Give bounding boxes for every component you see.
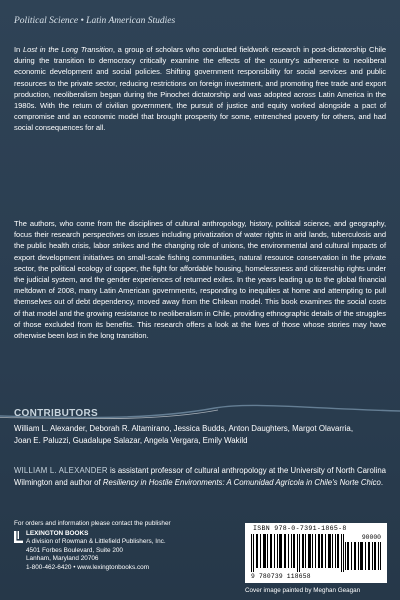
description-paragraph-2: The authors, who come from the disciplines of cultural anthropology, history, political science, and geography, focus their research perspectives on issues including privatization of water rights in arid lands, tuberculosis and the public health crisis, labor strikes and the changing role of unions, the environmental and cultural impacts of export development initiatives on small-scale fishing communities, natural resource conservation in the private sector, the political ecology of copper, the fight for affordable housing, homelessness and citizenship rights under the judicial system, and the gender experiences of returned exiles. In the years leading up to the global financial meltdown of 2008, many Latin American governments, responding to inequities at home and attempting to pull themselves out of debt dependency, moved away from the Chilean model. This book examines the social costs of that model and the growing resistance to neoliberalism in Chile, providing ethnographic details of the struggles of those excluded from its benefits. This research offers a look at the lives of those whose stories may have otherwise been lost in the long transition. <box>14 219 386 341</box>
contributors-line: Joan E. Paluzzi, Guadalupe Salazar, Angela Vergara, Emily Wakild <box>14 436 248 445</box>
author-bio-text: is assistant professor of cultural anthropology at the University of North Carolina Wilmington and author of <box>14 466 386 487</box>
publisher-division: A division of Rowman & Littlefield Publishers, Inc. <box>26 538 166 546</box>
ean-barcode-bars <box>251 534 347 572</box>
lexington-logo-icon <box>14 531 23 543</box>
barcode <box>245 523 387 583</box>
publisher-logo-row <box>14 530 214 547</box>
addon-barcode-bars <box>345 542 381 570</box>
book-title-inline: Lost in the Long Transition <box>22 45 113 54</box>
publisher-info <box>14 520 214 573</box>
price-code: 90000 <box>361 534 381 541</box>
contributors-list <box>14 423 386 447</box>
publisher-name: LEXINGTON BOOKS <box>26 529 89 537</box>
series-label: Political Science • Latin American Studies <box>14 16 176 26</box>
description-paragraph-1 <box>14 44 386 134</box>
isbn-label: ISBN 978-0-7391-1865-8 <box>253 525 347 532</box>
cover-image-credit: Cover image painted by Meghan Geagan <box>245 587 361 594</box>
contributors-heading: CONTRIBUTORS <box>14 408 98 419</box>
author-previous-book: Resiliency in Hostile Environments: A Comunidad Agrícola in Chile's Norte Chico <box>102 477 381 487</box>
publisher-address-1: 4501 Forbes Boulevard, Suite 200 <box>26 546 123 554</box>
author-bio-end: . <box>380 477 383 487</box>
p1-rest: , a group of scholars who conducted fieldwork research in post-dictatorship Chile during the transition to democracy critically examine the effects of the country's adherence to neoliberal economic development and social policies. Shifting government responsibility for social services and public resources to the private sector, reducing restrictions on foreign investment, and promoting free trade and export production, neoliberalism began during the Pinochet dictatorship and was adopted across Latin America in the 1980s. With the return of civilian government, the pursuit of justice and equity worked alongside a pact of compromise and an economic model that brought prosperity for some, entrenched poverty for others, and had social consequences for all. <box>14 45 387 133</box>
p1-start: In <box>14 45 23 54</box>
author-name: WILLIAM L. ALEXANDER <box>14 466 108 475</box>
publisher-address-2: Lanham, Maryland 20706 <box>26 555 99 563</box>
contributors-line: William L. Alexander, Deborah R. Altamirano, Jessica Budds, Anton Daughters, Margot Olavarria, <box>14 424 354 433</box>
author-bio <box>14 465 386 488</box>
order-line: For orders and information please contact the publisher <box>14 520 171 527</box>
ean-number: 9 780739 118658 <box>251 573 311 580</box>
publisher-contact: 1-800-462-6420 • www.lexingtonbooks.com <box>26 563 150 571</box>
